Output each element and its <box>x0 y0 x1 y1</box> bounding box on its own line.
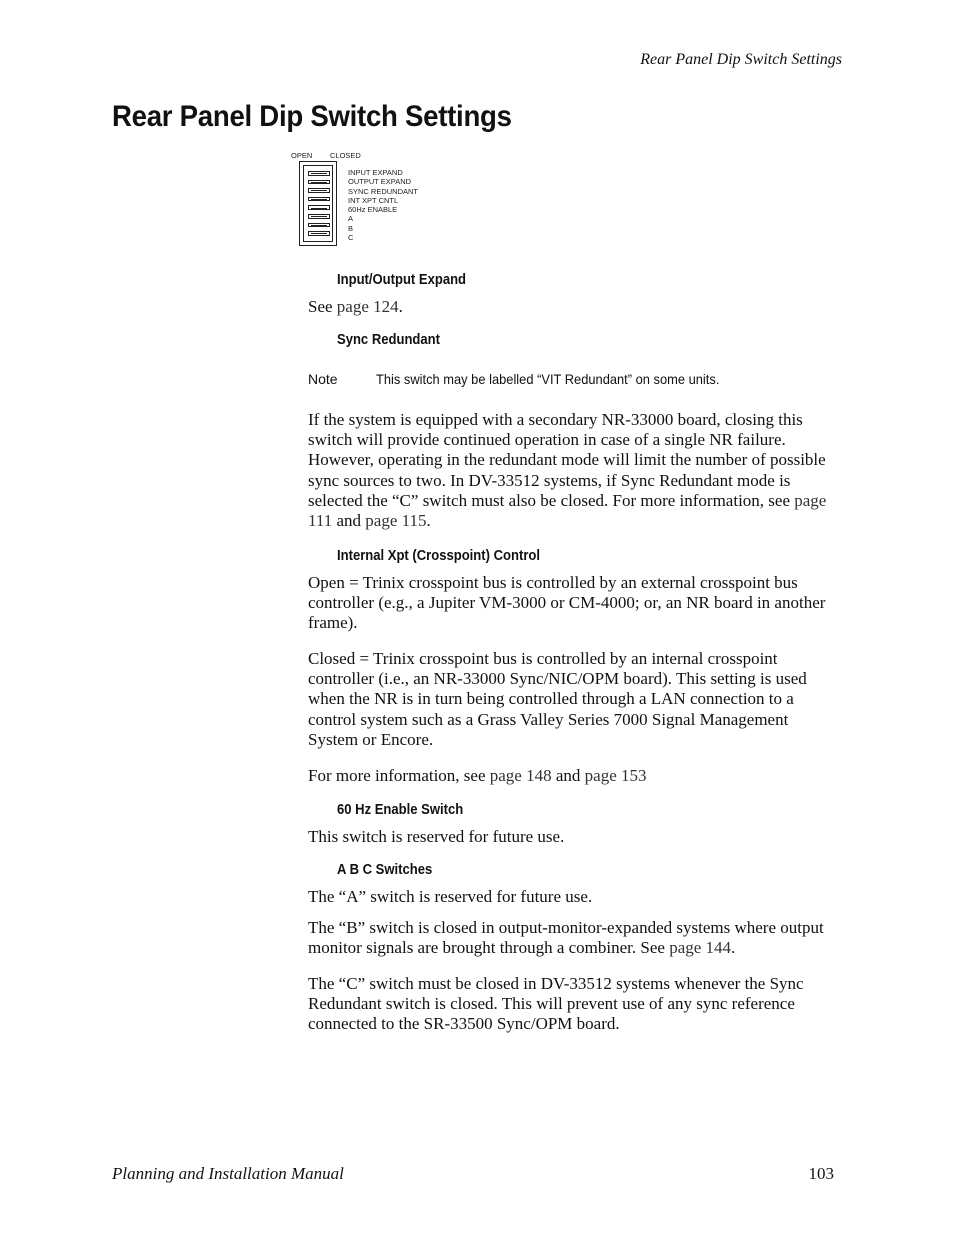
switch-label: OUTPUT EXPAND <box>348 177 412 187</box>
io-expand-text <box>308 297 840 317</box>
heading-sync-redundant: Sync Redundant <box>337 332 440 348</box>
dip-switch-slot <box>308 214 330 219</box>
open-label: OPEN <box>291 151 313 160</box>
footer-manual-title: Planning and Installation Manual <box>112 1164 344 1183</box>
closed-label: CLOSED <box>330 151 361 160</box>
switch-label: A <box>348 214 354 224</box>
switch-label: B <box>348 223 354 233</box>
abc-b-prefix: The “B” switch is closed in output-monitor-expanded systems where output monitor signals are brought through a combiner. See <box>308 918 824 958</box>
dip-switch-bank <box>303 165 333 242</box>
abc-c-text: The “C” switch must be closed in DV-33512 systems whenever the Sync Redundant switch is closed. This will prevent use of any sync reference connected to the SR-33500 Sync/OPM board. <box>308 974 804 1034</box>
hz60-text: This switch is reserved for future use. <box>308 827 565 846</box>
heading-abc-switches: A B C Switches <box>337 862 433 878</box>
page-144-link[interactable]: page 144 <box>669 938 732 958</box>
internal-xpt-more-info <box>308 766 840 786</box>
page-111-link[interactable]: page 111 <box>308 490 827 531</box>
dip-switch-slot <box>308 205 330 210</box>
internal-xpt-closed: Closed = Trinix crosspoint bus is controlled by an internal crosspoint controller (i.e., an NR-33000 Sync/NIC/OPM board). This setting is used when the NR is in turn being controlled through a LAN connection to a control system such as a Grass Valley Series 7000 Signal Management System or Encore. <box>308 649 807 749</box>
internal-xpt-open: Open = Trinix crosspoint bus is controlled by an external crosspoint bus controller (e.g., a Jupiter VM-3000 or CM-4000; or, an NR board in another frame). <box>308 573 826 633</box>
switch-label: INT XPT CNTL <box>348 195 399 205</box>
abc-b-suffix: . <box>731 938 736 958</box>
heading-internal-xpt: Internal Xpt (Crosspoint) Control <box>337 548 540 564</box>
switch-label: SYNC REDUNDANT <box>348 186 419 196</box>
note-label: Note <box>308 371 338 387</box>
io-expand-suffix: . <box>398 297 403 316</box>
note-text: This switch may be labelled “VIT Redundant” on some units. <box>376 371 720 387</box>
page-124-link[interactable]: page 124 <box>336 297 399 316</box>
dip-switch-slot <box>308 231 330 236</box>
switch-label: INPUT EXPAND <box>348 168 403 177</box>
page-153-link[interactable]: page 153 <box>584 766 647 785</box>
switch-labels <box>348 168 418 242</box>
page-number: 103 <box>808 1164 834 1183</box>
sync-redundant-paragraph <box>308 410 840 531</box>
internal-xpt-prefix: For more information, see <box>308 766 490 785</box>
dip-switch-slot <box>308 171 330 176</box>
page-115-link[interactable]: page 115 <box>365 511 427 531</box>
abc-b-text <box>308 918 840 958</box>
sync-redundant-and: and <box>332 511 366 531</box>
dip-switch-body <box>299 161 337 246</box>
abc-a-text: The “A” switch is reserved for future use. <box>308 887 593 906</box>
io-expand-prefix: See <box>308 297 337 316</box>
dip-switch-slot <box>308 223 330 228</box>
running-header: Rear Panel Dip Switch Settings <box>640 51 842 68</box>
sync-redundant-text: If the system is equipped with a secondary NR-33000 board, closing this switch will provide continued operation in case of a single NR failure. However, operating in the redundant mode will limit the number of possible sync sources to two. In DV-33512 systems, if Sync Redundant mode is selected the “C” switch must also be closed. For more information, see <box>308 410 826 510</box>
dip-switch-slot <box>308 188 330 193</box>
dip-switch-slot <box>308 180 330 185</box>
sync-redundant-end: . <box>426 511 431 531</box>
page-title: Rear Panel Dip Switch Settings <box>112 100 512 133</box>
switch-label: 60Hz ENABLE <box>348 205 398 215</box>
page-148-link[interactable]: page 148 <box>489 766 552 785</box>
dip-switch-slot <box>308 197 330 202</box>
internal-xpt-and: and <box>551 766 585 785</box>
heading-io-expand: Input/Output Expand <box>337 272 467 288</box>
heading-60hz: 60 Hz Enable Switch <box>337 802 464 818</box>
switch-label: C <box>348 233 354 243</box>
